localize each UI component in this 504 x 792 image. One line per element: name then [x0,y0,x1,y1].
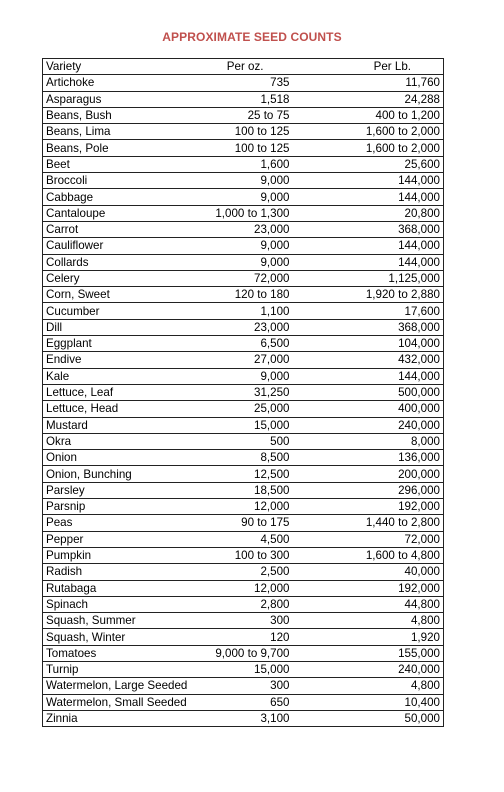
cell-variety: Beans, Pole [43,140,193,156]
cell-per-lb: 17,600 [293,303,444,319]
cell-variety: Okra [43,433,193,449]
cell-variety: Beans, Lima [43,124,193,140]
cell-per-oz: 2,500 [193,564,293,580]
cell-variety: Zinnia [43,710,193,726]
cell-variety: Pumpkin [43,547,193,563]
table-row [43,678,444,694]
cell-per-oz: 15,000 [193,417,293,433]
cell-variety: Broccoli [43,173,193,189]
cell-per-oz: 300 [193,678,293,694]
cell-per-lb: 400 to 1,200 [293,107,444,123]
cell-variety: Lettuce, Head [43,401,193,417]
cell-variety: Onion [43,450,193,466]
cell-per-oz: 25,000 [193,401,293,417]
cell-per-lb: 4,800 [293,613,444,629]
cell-per-oz: 500 [193,433,293,449]
table-row [43,694,444,710]
cell-per-oz: 3,100 [193,710,293,726]
cell-per-lb: 200,000 [293,466,444,482]
cell-per-lb: 432,000 [293,352,444,368]
cell-per-oz: 9,000 [193,254,293,270]
cell-variety: Watermelon, Small Seeded [43,694,193,710]
table-row [43,270,444,286]
page-title: APPROXIMATE SEED COUNTS [162,30,342,44]
table-row [43,221,444,237]
cell-per-oz: 9,000 [193,368,293,384]
table-row [43,352,444,368]
cell-per-oz: 72,000 [193,270,293,286]
cell-per-lb: 144,000 [293,238,444,254]
cell-per-lb: 104,000 [293,336,444,352]
cell-per-lb: 192,000 [293,499,444,515]
cell-variety: Turnip [43,661,193,677]
cell-variety: Asparagus [43,91,193,107]
cell-variety: Celery [43,270,193,286]
cell-variety: Peas [43,515,193,531]
cell-per-lb: 1,600 to 2,000 [293,124,444,140]
table-row [43,384,444,400]
seed-count-table [42,58,444,727]
cell-per-lb: 1,920 to 2,880 [293,287,444,303]
table-row [43,189,444,205]
cell-per-lb: 240,000 [293,417,444,433]
cell-variety: Tomatoes [43,645,193,661]
table-row [43,547,444,563]
seed-table-body [43,59,444,727]
cell-per-lb: 1,920 [293,629,444,645]
table-row [43,661,444,677]
table-row [43,319,444,335]
table-row [43,564,444,580]
cell-variety: Onion, Bunching [43,466,193,482]
cell-per-lb: 20,800 [293,205,444,221]
cell-variety: Eggplant [43,336,193,352]
column-header-per-oz: Per oz. [193,59,293,75]
cell-per-lb: 25,600 [293,156,444,172]
cell-variety: Squash, Summer [43,613,193,629]
cell-per-oz: 9,000 to 9,700 [193,645,293,661]
table-row [43,75,444,91]
table-row [43,91,444,107]
table-row [43,303,444,319]
cell-per-lb: 11,760 [293,75,444,91]
table-row [43,629,444,645]
cell-per-lb: 136,000 [293,450,444,466]
cell-variety: Carrot [43,221,193,237]
cell-per-oz: 9,000 [193,189,293,205]
table-row [43,140,444,156]
cell-per-oz: 1,600 [193,156,293,172]
table-row [43,580,444,596]
table-row [43,238,444,254]
cell-per-lb: 500,000 [293,384,444,400]
cell-per-oz: 31,250 [193,384,293,400]
cell-variety: Collards [43,254,193,270]
table-row [43,482,444,498]
cell-variety: Squash, Winter [43,629,193,645]
cell-per-oz: 120 to 180 [193,287,293,303]
cell-per-oz: 100 to 125 [193,140,293,156]
cell-variety: Mustard [43,417,193,433]
table-row [43,156,444,172]
table-row [43,645,444,661]
cell-per-lb: 1,600 to 4,800 [293,547,444,563]
table-row [43,499,444,515]
cell-per-lb: 296,000 [293,482,444,498]
cell-per-oz: 1,100 [193,303,293,319]
cell-per-oz: 100 to 125 [193,124,293,140]
cell-per-oz: 735 [193,75,293,91]
table-row [43,596,444,612]
table-row [43,336,444,352]
table-row [43,401,444,417]
cell-per-lb: 50,000 [293,710,444,726]
cell-variety: Kale [43,368,193,384]
cell-per-oz: 25 to 75 [193,107,293,123]
cell-per-lb: 1,440 to 2,800 [293,515,444,531]
cell-per-lb: 144,000 [293,173,444,189]
column-header-variety: Variety [43,59,193,75]
cell-variety: Watermelon, Large Seeded [43,678,193,694]
cell-per-lb: 40,000 [293,564,444,580]
cell-variety: Artichoke [43,75,193,91]
cell-per-lb: 400,000 [293,401,444,417]
cell-per-oz: 300 [193,613,293,629]
cell-per-oz: 18,500 [193,482,293,498]
cell-per-oz: 15,000 [193,661,293,677]
cell-variety: Cantaloupe [43,205,193,221]
cell-variety: Rutabaga [43,580,193,596]
cell-per-lb: 8,000 [293,433,444,449]
cell-variety: Lettuce, Leaf [43,384,193,400]
table-row [43,254,444,270]
column-header-per-lb: Per Lb. [293,59,444,75]
cell-variety: Corn, Sweet [43,287,193,303]
cell-per-lb: 144,000 [293,368,444,384]
cell-per-oz: 1,518 [193,91,293,107]
cell-per-lb: 155,000 [293,645,444,661]
cell-variety: Cucumber [43,303,193,319]
cell-per-lb: 44,800 [293,596,444,612]
cell-variety: Radish [43,564,193,580]
cell-per-oz: 12,000 [193,580,293,596]
table-row [43,368,444,384]
cell-variety: Endive [43,352,193,368]
table-header-row [43,59,444,75]
cell-per-oz: 4,500 [193,531,293,547]
cell-variety: Beet [43,156,193,172]
cell-variety: Dill [43,319,193,335]
cell-per-oz: 12,000 [193,499,293,515]
table-row [43,531,444,547]
table-row [43,173,444,189]
table-row [43,417,444,433]
cell-per-lb: 144,000 [293,189,444,205]
cell-per-oz: 1,000 to 1,300 [193,205,293,221]
cell-per-lb: 368,000 [293,319,444,335]
table-row [43,205,444,221]
cell-per-lb: 1,125,000 [293,270,444,286]
cell-per-lb: 72,000 [293,531,444,547]
cell-variety: Pepper [43,531,193,547]
cell-variety: Spinach [43,596,193,612]
table-row [43,107,444,123]
cell-per-lb: 240,000 [293,661,444,677]
cell-per-oz: 9,000 [193,238,293,254]
cell-variety: Parsley [43,482,193,498]
cell-per-lb: 24,288 [293,91,444,107]
table-row [43,710,444,726]
cell-per-oz: 23,000 [193,221,293,237]
cell-per-oz: 6,500 [193,336,293,352]
cell-per-oz: 9,000 [193,173,293,189]
cell-per-lb: 144,000 [293,254,444,270]
cell-variety: Cabbage [43,189,193,205]
cell-per-oz: 23,000 [193,319,293,335]
table-row [43,450,444,466]
cell-per-oz: 120 [193,629,293,645]
cell-per-oz: 12,500 [193,466,293,482]
cell-per-lb: 368,000 [293,221,444,237]
cell-variety: Parsnip [43,499,193,515]
cell-per-lb: 1,600 to 2,000 [293,140,444,156]
cell-per-oz: 8,500 [193,450,293,466]
table-row [43,433,444,449]
table-row [43,287,444,303]
table-row [43,515,444,531]
cell-per-oz: 2,800 [193,596,293,612]
cell-variety: Beans, Bush [43,107,193,123]
cell-per-oz: 650 [193,694,293,710]
table-row [43,613,444,629]
cell-per-oz: 90 to 175 [193,515,293,531]
cell-variety: Cauliflower [43,238,193,254]
cell-per-oz: 100 to 300 [193,547,293,563]
table-row [43,466,444,482]
cell-per-lb: 192,000 [293,580,444,596]
table-row [43,124,444,140]
cell-per-oz: 27,000 [193,352,293,368]
cell-per-lb: 10,400 [293,694,444,710]
cell-per-lb: 4,800 [293,678,444,694]
